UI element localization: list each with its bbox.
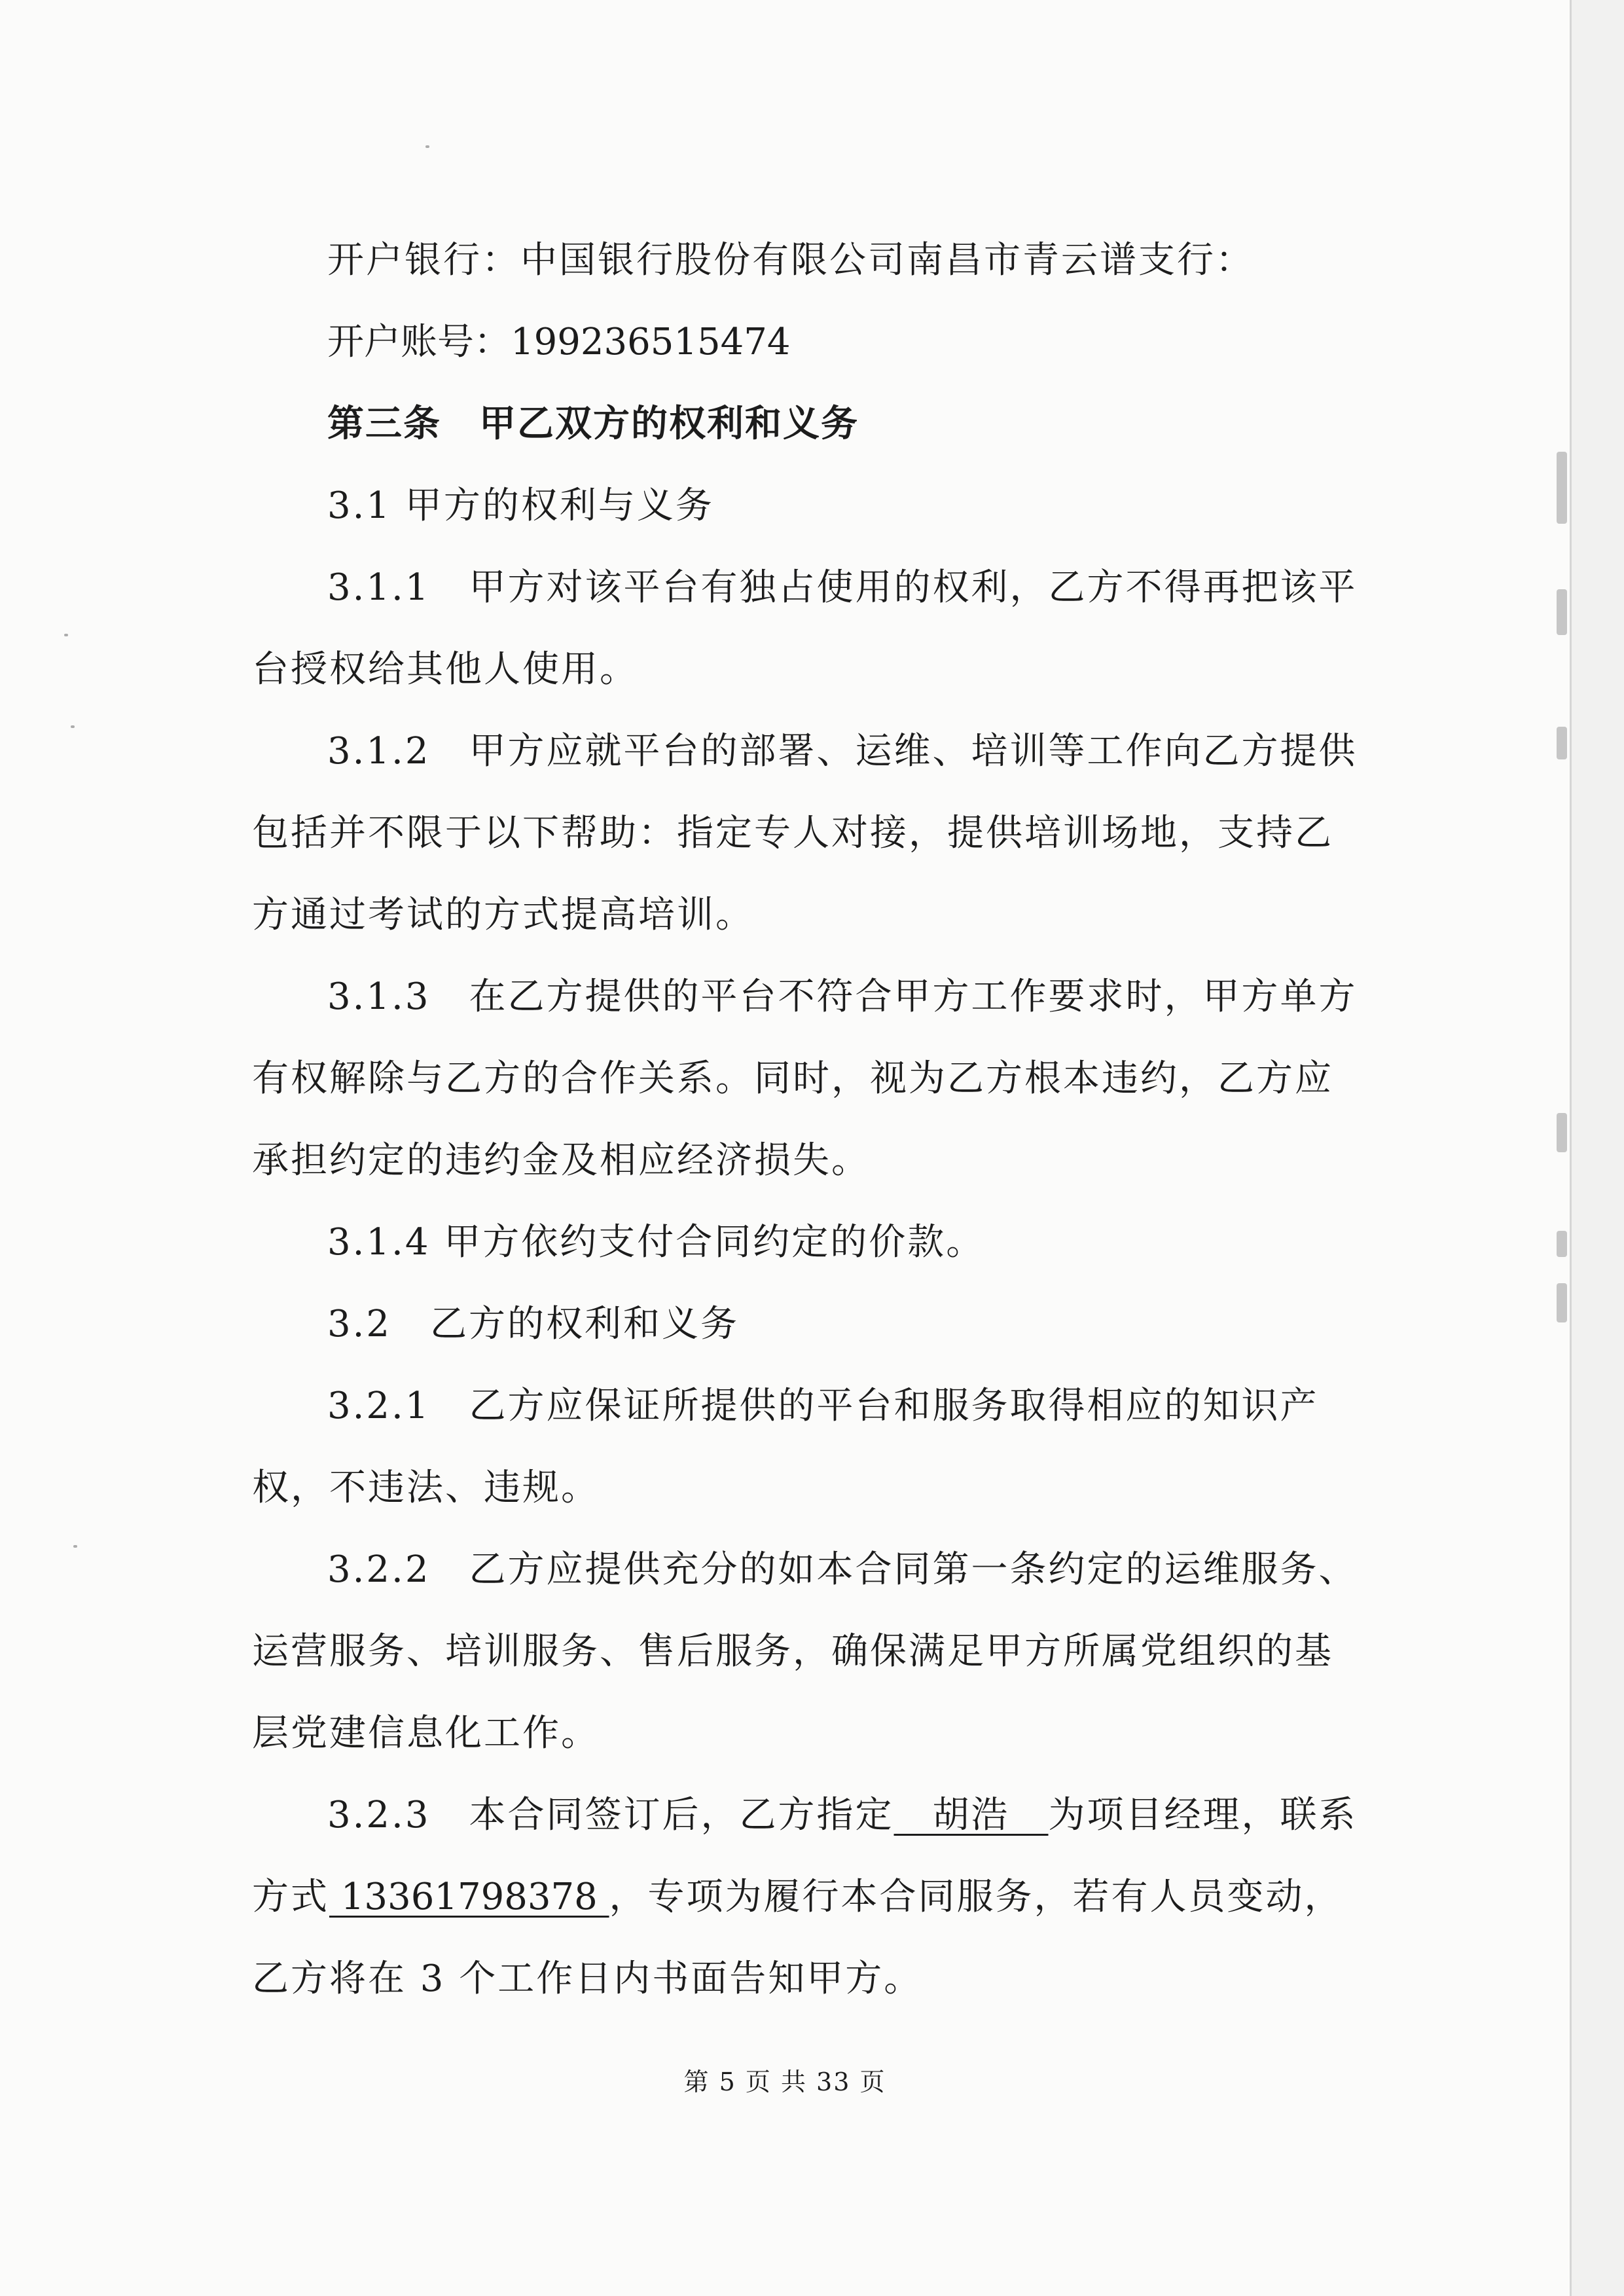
scan-speck [425,145,429,148]
clause-3-2-3-line-2 [252,1874,1343,1920]
clause-3-2-3-suffix: 为项目经理，联系 [1048,1794,1358,1836]
scan-speck [64,634,68,636]
clause-3-1-2-line-1: 3.1.2 甲方应就平台的部署、运维、培训等工作向乙方提供 [327,730,1358,773]
clause-3-2-3-line-3: 乙方将在 3 个工作日内书面告知甲方。 [252,1958,923,2000]
scan-speck [71,725,75,728]
clause-3-2-3-continuation: ，专项为履行本合同服务，若有人员变动， [609,1876,1343,1918]
clause-3-2-2-line-3: 层党建信息化工作。 [252,1712,600,1755]
scan-bleed-mark [1557,1113,1567,1152]
contact-phone: 13361798378 [329,1876,609,1918]
clause-3-2-3-prefix: 3.2.3 本合同签订后，乙方指定 [327,1794,894,1836]
scan-edge-line [1570,0,1572,2296]
clause-3-2-3-line-1 [327,1793,1358,1838]
scan-bleed-mark [1557,452,1567,524]
scan-bleed-mark [1557,1231,1567,1257]
scan-speck [73,1545,77,1548]
clause-3-1-1-line-2: 台授权给其他人使用。 [252,648,638,691]
scan-bleed-mark [1557,1283,1567,1322]
scan-bleed-mark [1557,589,1567,635]
clause-3-2-1-line-2: 权，不违法、违规。 [252,1467,600,1509]
scan-edge-margin [1572,0,1624,2296]
account-line: 开户账号：199236515474 [327,321,791,363]
section-3-1: 3.1 甲方的权利与义务 [327,484,714,527]
clause-3-2-2-line-2: 运营服务、培训服务、售后服务，确保满足甲方所属党组织的基 [252,1630,1333,1673]
clause-3-1-2-line-2: 包括并不限于以下帮助：指定专人对接，提供培训场地，支持乙 [252,812,1333,854]
article-heading: 第三条 甲乙双方的权利和义务 [327,403,859,445]
clause-3-2-1-line-1: 3.2.1 乙方应保证所提供的平台和服务取得相应的知识产 [327,1385,1319,1427]
project-manager-name: 胡浩 [893,1794,1049,1836]
bank-line: 开户银行：中国银行股份有限公司南昌市青云谱支行： [327,239,1254,282]
clause-3-1-4: 3.1.4 甲方依约支付合同约定的价款。 [327,1221,985,1264]
scan-bleed-mark [1557,727,1567,759]
clause-3-1-2-line-3: 方通过考试的方式提高培训。 [252,894,754,936]
clause-3-2-2-line-1: 3.2.2 乙方应提供充分的如本合同第一条约定的运维服务、 [327,1548,1358,1591]
clause-3-1-3-line-2: 有权解除与乙方的合作关系。同时，视为乙方根本违约，乙方应 [252,1057,1333,1100]
clause-3-1-3-line-1: 3.1.3 在乙方提供的平台不符合甲方工作要求时，甲方单方 [327,975,1358,1018]
clause-3-1-3-line-3: 承担约定的违约金及相应经济损失。 [252,1139,870,1182]
clause-3-1-1-line-1: 3.1.1 甲方对该平台有独占使用的权利，乙方不得再把该平 [327,566,1358,609]
section-3-2: 3.2 乙方的权利和义务 [327,1303,740,1345]
page-number: 第 5 页 共 33 页 [683,2068,886,2096]
contact-label: 方式 [252,1876,329,1918]
